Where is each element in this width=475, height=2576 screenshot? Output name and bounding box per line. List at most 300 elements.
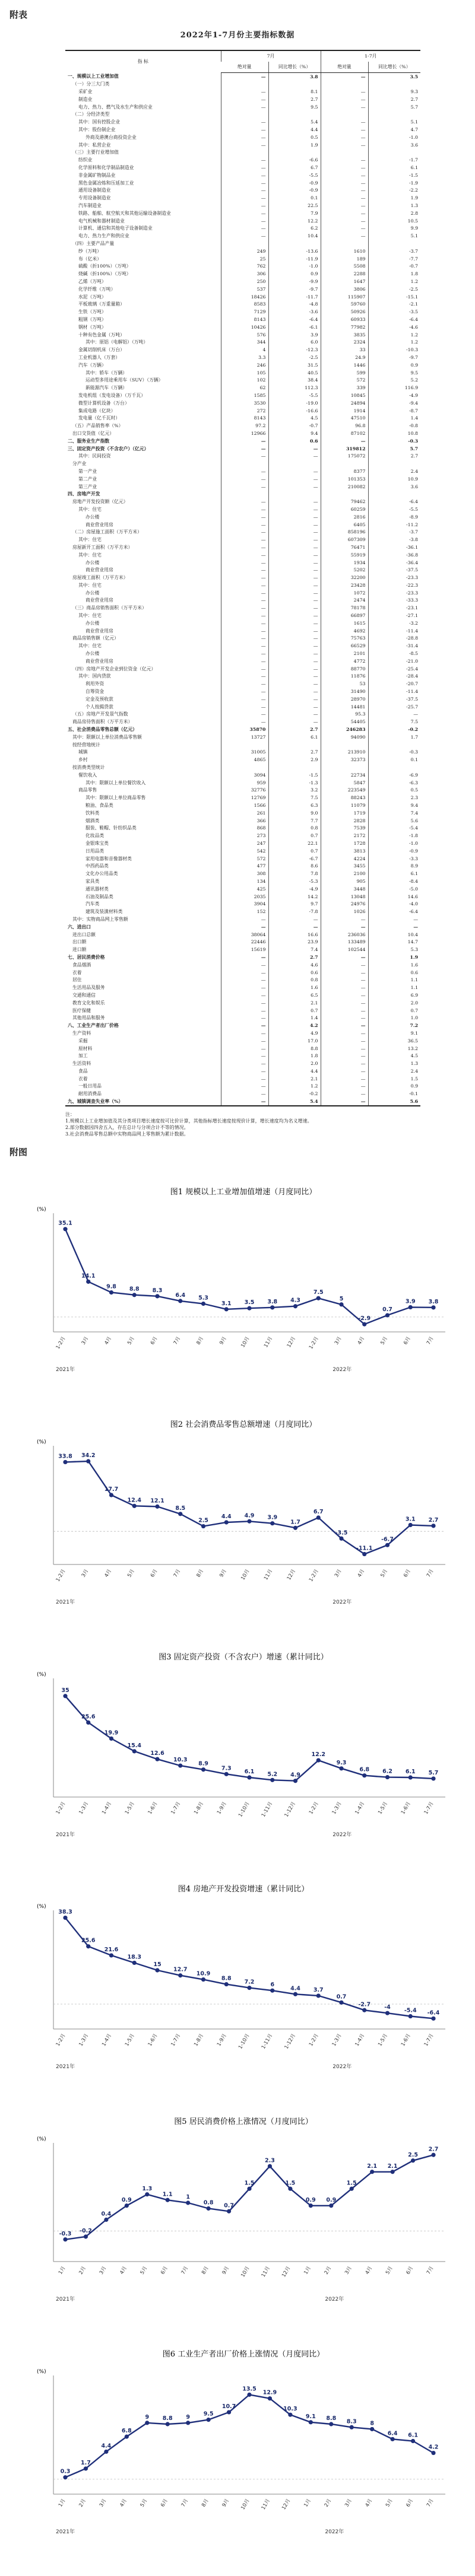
month-absolute: — (221, 1029, 268, 1037)
cum-yoy: 1.2 (368, 339, 420, 346)
table-row (65, 392, 420, 399)
cum-yoy: 0.9 (368, 361, 420, 369)
data-label: 6.4 (175, 1292, 186, 1299)
x-tick-label: 5月 (385, 2498, 394, 2508)
cum-absolute: 2288 (321, 271, 368, 278)
chart-title: 图3 固定资产投资（不含农户）增速（累计同比） (159, 1652, 328, 1662)
month-yoy: 3.9 (268, 331, 321, 339)
cum-absolute: — (321, 209, 368, 217)
month-absolute: — (221, 984, 268, 992)
month-yoy: — (268, 483, 321, 491)
table-row (65, 1067, 420, 1075)
row-label: 铁路、船舶、航空航天和其他运输设备制造业 (78, 210, 171, 216)
x-tick-label: 1-11月 (260, 2033, 274, 2050)
row-label: （五）房地产开发景气指数 (72, 711, 128, 717)
data-label: 1.5 (285, 2180, 296, 2187)
month-yoy: 2.7 (268, 726, 321, 734)
x-tick-label: 10月 (240, 1335, 251, 1349)
cum-absolute: — (321, 202, 368, 210)
x-tick-label: 10月 (240, 2265, 251, 2279)
month-yoy: -5.5 (268, 171, 321, 179)
cum-yoy: — (368, 923, 420, 931)
cum-absolute: — (321, 133, 368, 141)
cum-absolute: 32200 (321, 574, 368, 582)
year-label: 2022年 (332, 1831, 352, 1838)
chart-svg (30, 1646, 457, 1848)
data-point (178, 1299, 182, 1303)
row-label: 商业营业用房 (86, 597, 113, 603)
row-label: 钢材（万吨） (78, 324, 106, 330)
month-absolute: 12966 (221, 430, 268, 437)
month-absolute: — (221, 999, 268, 1007)
cum-absolute: 101353 (321, 475, 368, 483)
month-yoy: -5.5 (268, 392, 321, 399)
table-row (65, 133, 420, 141)
cum-yoy: -0.3 (368, 437, 420, 445)
cum-yoy: -3.2 (368, 619, 420, 627)
cum-yoy: 2.4 (368, 468, 420, 475)
table-row (65, 240, 420, 248)
row-label: 生产资料 (72, 1030, 91, 1036)
month-yoy: 7.7 (268, 817, 321, 825)
data-label: 6.2 (382, 1768, 392, 1775)
data-point (109, 1290, 113, 1295)
row-label: 电气机械和器材制造业 (78, 218, 125, 224)
data-point (316, 1994, 321, 1998)
data-label: 6.4 (387, 2430, 398, 2437)
data-label: 4.2 (428, 2444, 439, 2451)
data-point (207, 2418, 211, 2422)
cum-absolute: — (321, 103, 368, 111)
row-label: 二、服务业生产指数 (68, 438, 110, 444)
cum-yoy: 9.5 (368, 369, 420, 377)
cum-absolute: 213910 (321, 749, 368, 756)
data-point (224, 1982, 229, 1986)
table-row (65, 407, 420, 415)
month-yoy: -5.3 (268, 877, 321, 885)
month-yoy: 38.4 (268, 377, 321, 384)
cum-absolute: — (321, 195, 368, 202)
cum-absolute: 28970 (321, 695, 368, 703)
table-row (65, 233, 420, 240)
month-absolute: — (221, 209, 268, 217)
table-row (65, 1090, 420, 1098)
cum-absolute: 66897 (321, 612, 368, 620)
table-row (65, 855, 420, 863)
row-label: （五）产品销售率（%） (72, 423, 124, 429)
month-yoy (268, 764, 321, 772)
x-tick-label: 4月 (356, 1335, 366, 1346)
month-yoy: — (268, 643, 321, 650)
cum-yoy: 9.4 (368, 802, 420, 810)
data-point (63, 1227, 67, 1231)
table-row (65, 1045, 420, 1052)
data-point (385, 1313, 390, 1317)
data-label: 19.9 (104, 1729, 119, 1737)
month-yoy: -0.9 (268, 179, 321, 187)
month-yoy: 1.8 (268, 1052, 321, 1060)
data-label: 3.1 (221, 1300, 232, 1307)
cum-yoy: 2.4 (368, 1067, 420, 1075)
cum-absolute: 2474 (321, 597, 368, 605)
data-point (132, 1961, 137, 1965)
header-indicator: 指 标 (65, 50, 221, 73)
month-absolute: — (221, 991, 268, 999)
data-label: 0.9 (121, 2197, 132, 2204)
chart-title: 图1 规模以上工业增加值增速（月度同比） (170, 1187, 317, 1197)
data-label: 1 (186, 2194, 190, 2201)
cum-yoy: 1.9 (368, 195, 420, 202)
month-absolute: 22446 (221, 939, 268, 946)
data-label: 33.8 (58, 1453, 72, 1460)
month-yoy: 6.5 (268, 991, 321, 999)
x-tick-label: 1-2月 (308, 1335, 320, 1350)
data-label: 2.1 (367, 2163, 378, 2170)
row-label: 商品房待售面积（万平方米） (72, 719, 133, 725)
month-absolute: — (221, 475, 268, 483)
cum-absolute: 236036 (321, 931, 368, 939)
cum-absolute: 339 (321, 384, 368, 392)
row-label: 纱（万吨） (78, 248, 102, 254)
month-yoy: — (268, 688, 321, 696)
month-yoy: — (268, 475, 321, 483)
row-label: 三、固定资产投资（不含农户）（亿元） (68, 446, 149, 451)
cum-yoy: -11.4 (368, 627, 420, 635)
row-label: 商品零售 (78, 787, 97, 793)
month-absolute: — (221, 688, 268, 696)
cum-yoy: -33.3 (368, 597, 420, 605)
month-absolute: 344 (221, 339, 268, 346)
data-label: 9 (145, 2414, 150, 2421)
month-absolute: — (221, 483, 268, 491)
month-absolute: — (221, 961, 268, 969)
month-yoy: 9.4 (268, 430, 321, 437)
x-tick-label: 1-6月 (147, 1801, 159, 1815)
data-point (350, 2425, 354, 2429)
data-label: 6.8 (359, 1766, 370, 1773)
cum-absolute: 5508 (321, 263, 368, 271)
cum-yoy: -3.8 (368, 536, 420, 544)
data-label: 35 (61, 1687, 69, 1694)
cum-absolute: — (321, 923, 368, 931)
row-label: 定金及预收款 (86, 696, 113, 702)
chart-unit: (%) (37, 1439, 46, 1445)
table-row (65, 847, 420, 855)
row-label: 商业营业用房 (86, 567, 113, 573)
month-absolute (221, 81, 268, 88)
cum-yoy: -15.1 (368, 293, 420, 301)
cum-yoy: 1.2 (368, 278, 420, 286)
year-label: 2022年 (325, 2529, 344, 2536)
table-row (65, 1015, 420, 1022)
cum-yoy: -23.3 (368, 589, 420, 597)
x-tick-label: 1-4月 (101, 1801, 113, 1815)
month-absolute: 306 (221, 271, 268, 278)
table-row (65, 877, 420, 885)
month-absolute: — (221, 96, 268, 103)
x-tick-label: 12月 (286, 1335, 297, 1349)
chart-unit: (%) (37, 2136, 46, 2143)
x-tick-label: 11月 (263, 1568, 274, 1581)
cum-absolute: — (321, 953, 368, 961)
month-yoy: — (268, 718, 321, 726)
row-label: 食品 (78, 1068, 88, 1074)
year-label: 2022年 (332, 1366, 352, 1373)
month-yoy: 6.2 (268, 225, 321, 233)
table-row (65, 749, 420, 756)
month-absolute: — (221, 612, 268, 620)
row-label: 汽车（万辆） (78, 362, 106, 368)
month-yoy: — (268, 657, 321, 665)
cum-yoy: 4.5 (368, 1052, 420, 1060)
cum-yoy: -20.7 (368, 680, 420, 688)
table-row (65, 991, 420, 999)
table-row (65, 209, 420, 217)
data-label: 10.7 (221, 2403, 236, 2410)
data-point (408, 1775, 413, 1779)
row-label: （四）房地产开发企业到位资金（亿元） (72, 666, 156, 672)
table-row (65, 422, 420, 430)
cum-yoy: -0.2 (368, 726, 420, 734)
month-yoy: 0.9 (268, 271, 321, 278)
data-label: -3.5 (335, 1529, 348, 1536)
cum-yoy: 5.2 (368, 377, 420, 384)
month-yoy: 7.4 (268, 946, 321, 954)
cum-absolute: 88770 (321, 665, 368, 673)
cum-absolute: — (321, 225, 368, 233)
cum-yoy: -1.9 (368, 179, 420, 187)
row-label: 餐饮收入 (78, 772, 97, 778)
row-label: 其中：股份制企业 (78, 127, 116, 133)
month-absolute: 152 (221, 908, 268, 916)
data-label: 2.7 (428, 2146, 439, 2153)
month-absolute: — (221, 695, 268, 703)
data-point (270, 1777, 274, 1782)
month-absolute: 576 (221, 331, 268, 339)
table-row (65, 255, 420, 263)
cum-absolute: — (321, 977, 368, 984)
row-label: 利用外资 (86, 681, 104, 687)
month-yoy: 5.4 (268, 119, 321, 126)
data-label: 8.3 (152, 1287, 163, 1294)
month-yoy: 1.4 (268, 1015, 321, 1022)
cum-yoy: -11.2 (368, 521, 420, 529)
month-absolute: 35870 (221, 726, 268, 734)
month-yoy: — (268, 650, 321, 658)
month-yoy: -2.5 (268, 354, 321, 361)
cum-absolute: — (321, 1083, 368, 1090)
table-row (65, 688, 420, 696)
year-label: 2021年 (56, 2297, 75, 2303)
table-row (65, 915, 420, 923)
data-point (63, 1694, 67, 1698)
data-point (63, 1916, 67, 1920)
table-row (65, 430, 420, 437)
cum-yoy: -0.8 (368, 422, 420, 430)
month-absolute: — (221, 1090, 268, 1098)
month-yoy: 2.7 (268, 749, 321, 756)
row-label: 汽车制造业 (78, 203, 102, 209)
row-label: 食品烟酒 (72, 962, 91, 968)
table-row (65, 756, 420, 764)
cum-absolute: — (321, 984, 368, 992)
month-absolute: — (221, 453, 268, 460)
table-row (65, 885, 420, 893)
cum-yoy: 36.5 (368, 1037, 420, 1045)
data-point (63, 2475, 67, 2479)
cum-absolute: 4224 (321, 855, 368, 863)
cum-absolute: 5202 (321, 567, 368, 574)
data-label: 0.9 (326, 2197, 337, 2204)
row-label: 发电量（亿千瓦时） (78, 415, 121, 421)
month-absolute (221, 240, 268, 248)
year-label: 2022年 (325, 2297, 344, 2303)
cum-yoy: -0.7 (368, 263, 420, 271)
data-point (370, 2170, 374, 2174)
month-absolute: 537 (221, 285, 268, 293)
row-label: 电力、热力、燃气及水生产和供应业 (78, 104, 153, 110)
cum-absolute: 14481 (321, 703, 368, 711)
cum-absolute: 54405 (321, 718, 368, 726)
month-absolute: — (221, 718, 268, 726)
cum-absolute: 75763 (321, 635, 368, 643)
month-absolute: 38064 (221, 931, 268, 939)
x-tick-label: 1-7月 (423, 2033, 435, 2048)
month-yoy: — (268, 551, 321, 559)
month-yoy: — (268, 581, 321, 589)
cum-absolute: 3448 (321, 885, 368, 893)
month-absolute: 273 (221, 832, 268, 840)
data-label: -0.2 (80, 2228, 92, 2235)
cum-absolute: — (321, 1022, 368, 1030)
month-absolute: 542 (221, 847, 268, 855)
cum-yoy: 1.5 (368, 1075, 420, 1083)
x-tick-label: 1-9月 (216, 1801, 228, 1815)
table-row (65, 1052, 420, 1060)
month-yoy: 0.1 (268, 195, 321, 202)
x-tick-label: 9月 (221, 2265, 231, 2276)
month-absolute: 477 (221, 863, 268, 870)
data-point (316, 1758, 321, 1762)
x-tick-label: 5月 (379, 1568, 390, 1579)
cum-yoy: 5.1 (368, 233, 420, 240)
month-yoy: — (268, 665, 321, 673)
x-tick-label: 1-7月 (170, 2033, 182, 2048)
table-row (65, 870, 420, 878)
data-label: 1.5 (346, 2180, 357, 2187)
month-yoy (268, 491, 321, 498)
cum-yoy: 2.0 (368, 999, 420, 1007)
data-label: 8.8 (326, 2415, 337, 2422)
row-label: 生铁（万吨） (78, 309, 106, 315)
cum-yoy: 7.4 (368, 809, 420, 817)
x-tick-label: 3月 (333, 1568, 343, 1579)
data-point (201, 1977, 205, 1982)
chart-figure-1 (30, 1181, 457, 1395)
data-point (288, 2413, 292, 2417)
month-yoy: 0.6 (268, 437, 321, 445)
chart-figure-3 (30, 1646, 457, 1860)
cum-yoy: -6.4 (368, 908, 420, 916)
cum-absolute: — (321, 141, 368, 149)
cum-yoy: 0.6 (368, 969, 420, 977)
x-tick-label: 1-4月 (354, 1801, 366, 1815)
row-label: 其中：住宅 (78, 552, 102, 558)
table-row (65, 673, 420, 680)
cum-yoy: -9.4 (368, 399, 420, 407)
year-label: 2021年 (56, 1831, 75, 1838)
cum-yoy: 10.8 (368, 430, 420, 437)
row-label: 化学纤维（万吨） (78, 286, 116, 292)
row-label: 生活用品及服务 (72, 985, 105, 991)
month-yoy: — (268, 543, 321, 551)
cum-yoy: -22.3 (368, 581, 420, 589)
data-label: 8.5 (175, 1505, 186, 1512)
month-yoy: — (268, 627, 321, 635)
month-yoy: 2.0 (268, 1060, 321, 1068)
x-tick-label: 11月 (260, 2498, 272, 2511)
table-row (65, 543, 420, 551)
table-row (65, 589, 420, 597)
month-absolute: — (221, 581, 268, 589)
cum-yoy: -0.1 (368, 1090, 420, 1098)
data-label: -4 (384, 2004, 391, 2011)
row-label: 家具类 (86, 878, 100, 884)
x-tick-label: 6月 (403, 1568, 412, 1579)
table-row (65, 1037, 420, 1045)
row-label: 乙烯（万吨） (78, 279, 106, 285)
month-yoy: — (268, 536, 321, 544)
data-point (408, 1305, 413, 1309)
month-yoy: — (268, 673, 321, 680)
appendix-label: 附图 (10, 1146, 28, 1157)
month-yoy: -6.7 (268, 855, 321, 863)
data-label: 5.2 (267, 1770, 278, 1777)
data-label: 12.6 (150, 1750, 164, 1757)
data-label: 8.8 (162, 2415, 173, 2422)
cum-yoy: -31.4 (368, 643, 420, 650)
table-row (65, 187, 420, 195)
x-tick-label: 2月 (78, 2498, 88, 2508)
table-row (65, 802, 420, 810)
x-tick-label: 1-6月 (400, 1801, 412, 1815)
row-label: 一、规模以上工业增加值 (68, 74, 119, 79)
data-label: 9.8 (106, 1283, 116, 1290)
cum-yoy: 9.3 (368, 88, 420, 96)
data-point (86, 1720, 90, 1724)
month-absolute: 8583 (221, 301, 268, 309)
x-tick-label: 5月 (139, 2498, 149, 2508)
month-yoy: -0.7 (268, 422, 321, 430)
chart-svg (30, 1414, 457, 1615)
cum-yoy: -3.7 (368, 247, 420, 255)
row-label: 饮料类 (86, 810, 100, 816)
data-label: 7.3 (221, 1764, 232, 1772)
data-point (391, 2170, 395, 2174)
row-label: 其中：住宅 (78, 537, 102, 543)
cum-absolute: 3835 (321, 331, 368, 339)
table-row (65, 711, 420, 718)
data-label: 3.9 (405, 1298, 416, 1305)
x-tick-label: 6月 (405, 2498, 415, 2508)
month-absolute: 134 (221, 877, 268, 885)
data-point (132, 1503, 137, 1508)
cum-yoy (368, 149, 420, 157)
table-row (65, 505, 420, 513)
data-label: 3.1 (405, 1516, 416, 1523)
month-absolute: — (221, 119, 268, 126)
row-label: 非金属矿物制品业 (78, 172, 116, 178)
